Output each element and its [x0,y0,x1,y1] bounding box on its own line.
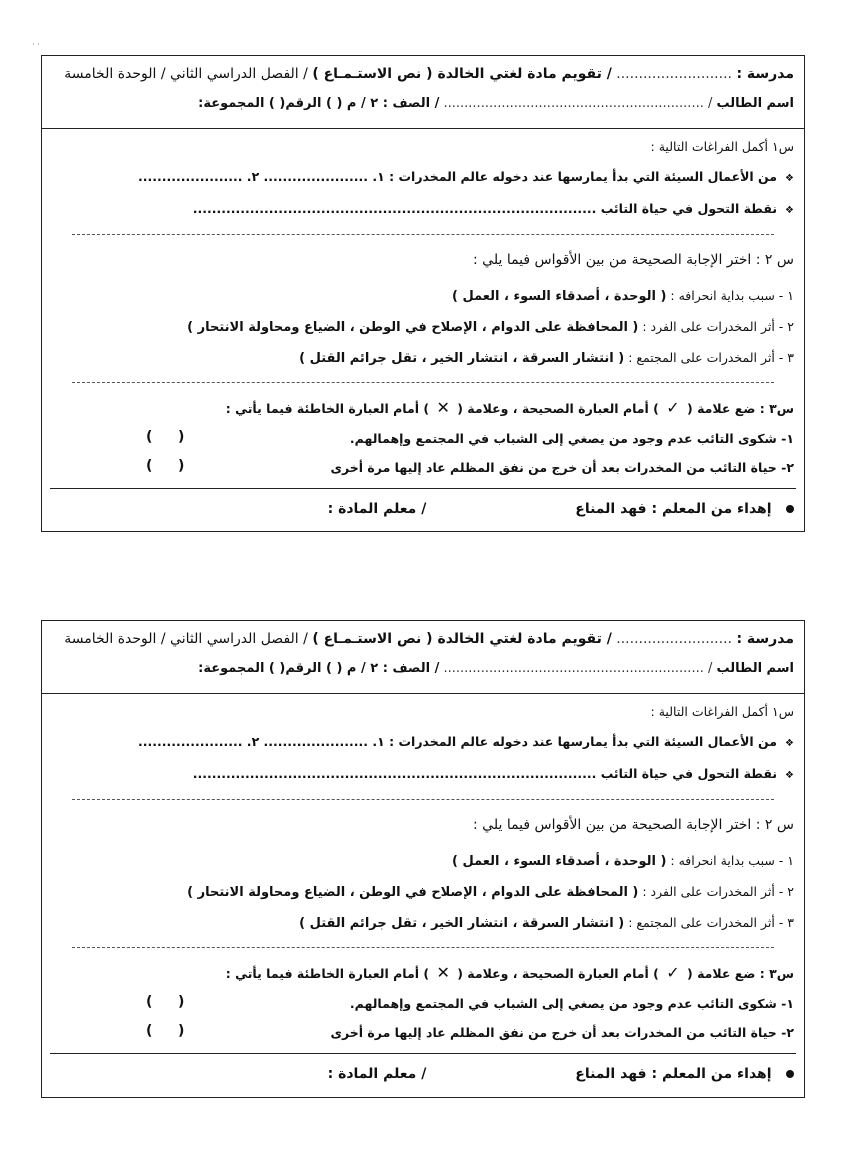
q2-item-1-choices[interactable]: ( الوحدة ، أصدقاء السوء ، العمل ) [452,854,667,869]
q3-item-1-answer-open[interactable]: ( [178,994,185,1010]
prepared-by: إهداء من المعلم : فهد المناع [575,1066,772,1082]
worksheet-header [42,56,804,129]
q3-item-1-answer-open[interactable]: ( [178,429,185,445]
footer-divider [50,1053,796,1054]
q3-title [52,963,794,982]
q2-item-1 [52,853,794,869]
subject-teacher: / معلم المادة : [327,501,427,517]
bullet-icon [786,1070,794,1078]
q2-title: س ٢ : اختر الإجابة الصحيحة من بين الأقواس فيما يلي : [473,252,794,268]
check-mark-icon: ✓ [666,398,680,417]
corner-mark: · · [32,40,40,49]
q2-item-1-label: ١ - سبب بداية انحرافه : [670,853,794,868]
semester-unit: / الفصل الدراسي الثاني / الوحدة الخامسة [64,631,308,647]
q3-item-1-text: ١- شكوى التائب عدم وجود من يصغي إلى الشباب في المجتمع وإهمالهم. [349,996,794,1011]
q3-title-part-c: ) أمام العبارة الخاطئة فيما يأتي : [225,966,430,981]
q3-item-2-answer-open[interactable]: ( [178,1023,185,1039]
q1-item-2-text[interactable]: نقطة التحول في حياة التائب ..................................................................................... [192,766,778,781]
school-label: مدرسة : [736,631,794,647]
q3-item-2-text: ٢- حياة التائب من المخدرات بعد أن خرج من نفق المظلم عاد إليها مرة أخرى [330,460,794,475]
q2-item-1-choices[interactable]: ( الوحدة ، أصدقاء السوء ، العمل ) [452,289,667,304]
q1-item-2-text[interactable]: نقطة التحول في حياة التائب ..................................................................................... [192,201,778,216]
worksheet-header [42,621,804,694]
dashed-divider [72,234,774,235]
school-blank[interactable]: .......................... [616,631,732,647]
q3-item-2 [52,1025,794,1040]
school-label: مدرسة : [736,66,794,82]
dashed-divider [72,799,774,800]
prepared-by: إهداء من المعلم : فهد المناع [575,501,772,517]
q3-item-2-answer-close[interactable]: ) [146,458,153,474]
q3-item-1-text: ١- شكوى التائب عدم وجود من يصغي إلى الشباب في المجتمع وإهمالهم. [349,431,794,446]
school-blank[interactable]: .......................... [616,66,732,82]
worksheet-footer [52,501,794,517]
dashed-divider [72,382,774,383]
q2-item-3 [52,350,794,366]
q3-item-2-answer-open[interactable]: ( [178,458,185,474]
student-name-blank[interactable]: / ............................................................... [443,661,713,676]
class-info: / الصف : ٢ / م ( ) الرقم( ) المجموعة: [198,661,440,676]
subject-teacher: / معلم المادة : [327,1066,427,1082]
worksheet-footer [52,1066,794,1082]
worksheet-1 [41,55,805,532]
q1-item-2 [52,766,794,781]
cross-mark-icon: ✕ [436,963,450,982]
q3-item-2-answer-close[interactable]: ) [146,1023,153,1039]
q2-item-2 [52,319,794,335]
q3-title-part-a: س٣ : ضع علامة ( [687,966,794,981]
q1-item-1 [52,169,794,184]
q3-item-1 [52,996,794,1011]
q2-item-2-choices[interactable]: ( المحافظة على الدوام ، الإصلاح في الوطن ، الضياع ومحاولة الانتحار ) [187,885,639,900]
diamond-bullet-icon: ❖ [785,205,794,216]
worksheet-2 [41,620,805,1098]
q3-title-part-c: ) أمام العبارة الخاطئة فيما يأتي : [225,401,430,416]
q1-title: س١ أكمل الفراغات التالية : [650,704,794,719]
q3-item-2 [52,460,794,475]
q3-title-part-b: ) أمام العبارة الصحيحة ، وعلامة ( [457,401,659,416]
q2-item-2-label: ٢ - أثر المخدرات على الفرد : [642,884,794,899]
q2-title: س ٢ : اختر الإجابة الصحيحة من بين الأقواس فيما يلي : [473,817,794,833]
q2-item-2 [52,884,794,900]
bullet-icon [786,505,794,513]
class-info: / الصف : ٢ / م ( ) الرقم( ) المجموعة: [198,96,440,111]
q1-item-1 [52,734,794,749]
q1-title: س١ أكمل الفراغات التالية : [650,139,794,154]
q1-item-1-text[interactable]: من الأعمال السيئة التي بدأ يمارسها عند دخوله عالم المخدرات : ١. ...................... ٢. ...................... [137,169,778,184]
q1-item-2 [52,201,794,216]
q2-item-2-choices[interactable]: ( المحافظة على الدوام ، الإصلاح في الوطن ، الضياع ومحاولة الانتحار ) [187,320,639,335]
q1-item-1-text[interactable]: من الأعمال السيئة التي بدأ يمارسها عند دخوله عالم المخدرات : ١. ...................... ٢. ...................... [137,734,778,749]
q3-title-part-b: ) أمام العبارة الصحيحة ، وعلامة ( [457,966,659,981]
q2-item-3-choices[interactable]: ( انتشار السرقة ، انتشار الخير ، تقل جرائم القتل ) [299,916,625,931]
student-name-label: اسم الطالب [716,96,794,111]
q2-item-3 [52,915,794,931]
check-mark-icon: ✓ [666,963,680,982]
q2-item-1-label: ١ - سبب بداية انحرافه : [670,288,794,303]
q2-item-3-label: ٣ - أثر المخدرات على المجتمع : [628,350,794,365]
worksheet-title: / تقويم مادة لغتي الخالدة ( نص الاستـمـاع ) [312,631,612,647]
q2-item-1 [52,288,794,304]
dashed-divider [72,947,774,948]
q3-item-1-answer-close[interactable]: ) [146,429,153,445]
footer-divider [50,488,796,489]
q2-item-2-label: ٢ - أثر المخدرات على الفرد : [642,319,794,334]
diamond-bullet-icon: ❖ [785,173,794,184]
q3-item-1 [52,431,794,446]
student-name-blank[interactable]: / ............................................................... [443,96,713,111]
semester-unit: / الفصل الدراسي الثاني / الوحدة الخامسة [64,66,308,82]
cross-mark-icon: ✕ [436,398,450,417]
q2-item-3-label: ٣ - أثر المخدرات على المجتمع : [628,915,794,930]
diamond-bullet-icon: ❖ [785,738,794,749]
q3-title-part-a: س٣ : ضع علامة ( [687,401,794,416]
diamond-bullet-icon: ❖ [785,770,794,781]
student-name-label: اسم الطالب [716,661,794,676]
q3-title [52,398,794,417]
worksheet-title: / تقويم مادة لغتي الخالدة ( نص الاستـمـاع ) [312,66,612,82]
q2-item-3-choices[interactable]: ( انتشار السرقة ، انتشار الخير ، تقل جرائم القتل ) [299,351,625,366]
q3-item-1-answer-close[interactable]: ) [146,994,153,1010]
q3-item-2-text: ٢- حياة التائب من المخدرات بعد أن خرج من نفق المظلم عاد إليها مرة أخرى [330,1025,794,1040]
